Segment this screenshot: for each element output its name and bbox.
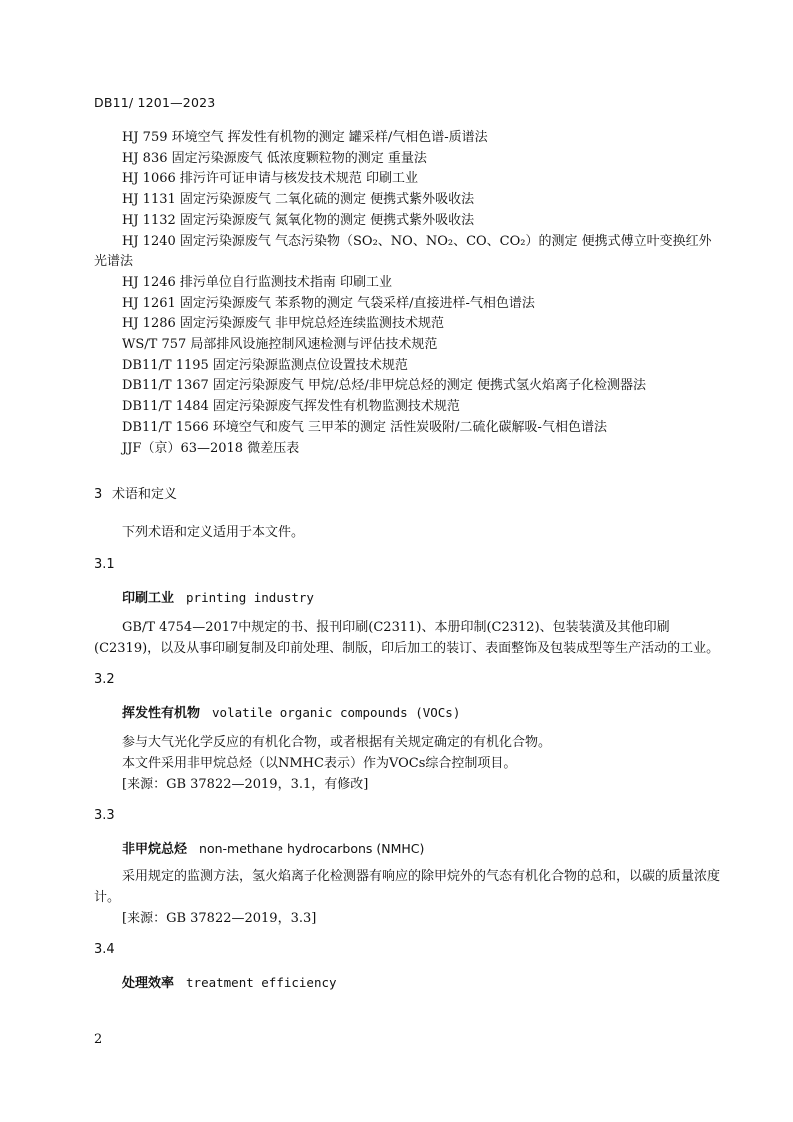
term-en: volatile organic compounds (VOCs) <box>212 705 461 720</box>
term-heading <box>122 587 314 606</box>
term-heading <box>122 838 424 857</box>
definition-text: 采用规定的监测方法，氢火焰离子化检测器有响应的除甲烷外的气态有机化合物的总和，以碳的质量浓度计。 <box>94 869 721 905</box>
source-citation: [来源：GB 37822—2019，3.3] <box>122 911 317 926</box>
term-en: printing industry <box>186 590 314 605</box>
reference-item: DB11/T 1484 固定污染源废气挥发性有机物监测技术规范 <box>122 399 460 415</box>
reference-item: DB11/T 1195 固定污染源监测点位设置技术规范 <box>122 357 408 373</box>
note-text: 本文件采用非甲烷总烃（以NMHC表示）作为VOCs综合控制项目。 <box>122 756 517 771</box>
page-number: 2 <box>94 1032 103 1047</box>
term-en: non-methane hydrocarbons (NMHC) <box>199 841 425 856</box>
term-zh: 处理效率 <box>122 976 175 991</box>
clause-number: 3.4 <box>94 942 115 957</box>
reference-item: WS/T 757 局部排风设施控制风速检测与评估技术规范 <box>122 337 438 353</box>
term-en: treatment efficiency <box>186 975 337 990</box>
term-zh: 挥发性有机物 <box>122 706 201 721</box>
normative-references-list <box>94 128 720 459</box>
reference-item: HJ 1131 固定污染源废气 二氧化硫的测定 便携式紫外吸收法 <box>122 192 475 208</box>
reference-item: HJ 759 环境空气 挥发性有机物的测定 罐采样/气相色谱-质谱法 <box>122 130 488 145</box>
clause-number: 3.3 <box>94 808 115 823</box>
section-number: 3 <box>94 487 103 502</box>
definition-text: 参与大气光化学反应的有机化合物，或者根据有关规定确定的有机化合物。 <box>122 735 552 750</box>
reference-item: DB11/T 1566 环境空气和废气 三甲苯的测定 活性炭吸附/二硫化碳解吸-气相色谱法 <box>122 419 607 435</box>
term-zh: 非甲烷总烃 <box>122 842 188 857</box>
term-heading <box>122 972 337 991</box>
intro-text: 下列术语和定义适用于本文件。 <box>122 525 305 540</box>
reference-item: HJ 1286 固定污染源废气 非甲烷总烃连续监测技术规范 <box>122 316 445 332</box>
document-id-header: DB11/ 1201—2023 <box>94 95 216 110</box>
definition-text: GB/T 4754—2017中规定的书、报刊印刷(C2311)、本册印制(C2312)、包装装潢及其他印刷(C2319)，以及从事印刷复制及印前处理、制版，印后加工的装订、表面整饰及包装成型等生产活动的工业。 <box>94 620 720 656</box>
reference-item: HJ 1132 固定污染源废气 氮氧化物的测定 便携式紫外吸收法 <box>122 212 475 228</box>
reference-item: HJ 1066 排污许可证申请与核发技术规范 印刷工业 <box>122 171 419 187</box>
reference-item: DB11/T 1367 固定污染源废气 甲烷/总烃/非甲烷总烃的测定 便携式氢火焰离子化检测器法 <box>122 378 646 394</box>
reference-item: HJ 836 固定污染源废气 低浓度颗粒物的测定 重量法 <box>122 150 427 166</box>
term-heading <box>122 702 460 721</box>
clause-number: 3.1 <box>94 557 115 572</box>
source-citation: [来源：GB 37822—2019，3.1，有修改] <box>122 777 369 792</box>
term-definition <box>94 617 720 659</box>
section-heading <box>94 483 177 502</box>
clause-number: 3.2 <box>94 672 115 687</box>
section-title: 术语和定义 <box>112 487 178 502</box>
reference-item: HJ 1261 固定污染源废气 苯系物的测定 气袋采样/直接进样-气相色谱法 <box>122 295 535 311</box>
term-definition <box>94 866 720 929</box>
reference-item: HJ 1240 固定污染源废气 气态污染物（SO₂、NO、NO₂、CO、CO₂）的测定 便携式傅立叶变换红外光谱法 <box>94 233 712 270</box>
term-zh: 印刷工业 <box>122 591 175 606</box>
reference-item: JJF（京）63—2018 微差压表 <box>122 440 300 456</box>
section-intro <box>94 522 720 543</box>
term-definition <box>94 732 720 795</box>
reference-item: HJ 1246 排污单位自行监测技术指南 印刷工业 <box>122 274 393 290</box>
